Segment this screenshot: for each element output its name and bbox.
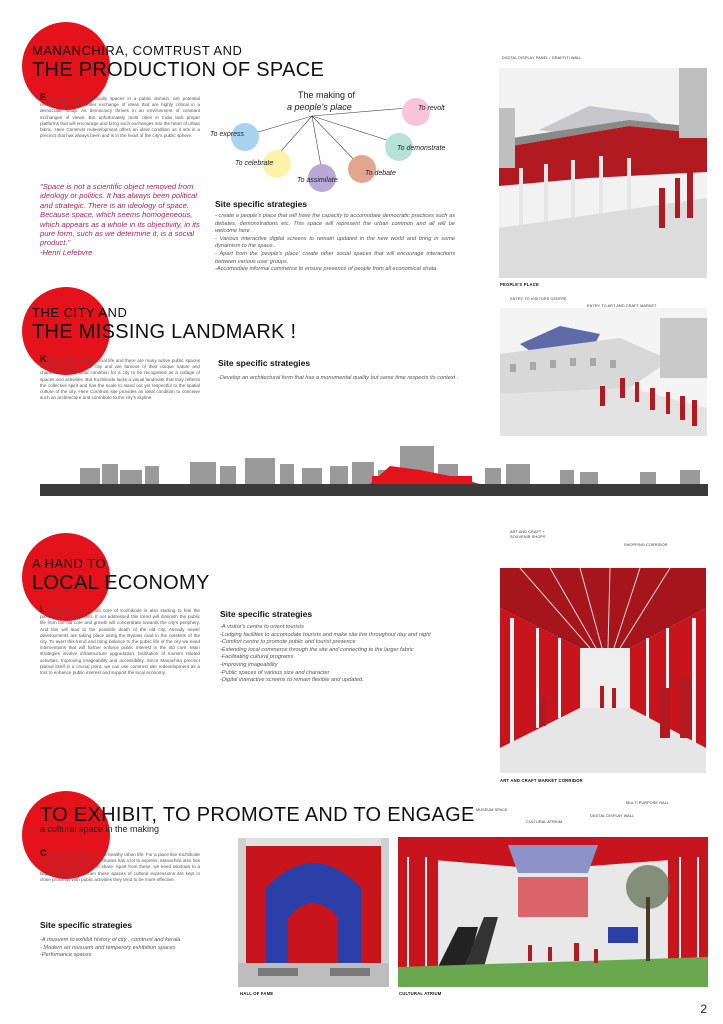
- section3-strategies: [220, 624, 482, 685]
- image1-label-1: DIGITAL DISPLAY PANEL / GRAFFITI WALL: [502, 56, 582, 60]
- image4-label-1: MUSEUM SPACE: [476, 808, 508, 812]
- image3-label-2: SHOPPING CORRIDOR: [624, 543, 668, 547]
- section4-strategies-title: Site specific strategies: [40, 920, 133, 930]
- image3-label-1: ART AND CRAFT + SOUVENIR SHOPS: [510, 530, 546, 539]
- section4-subtitle: a cultural space in the making: [40, 824, 160, 834]
- section2-strategies: [218, 375, 476, 383]
- strategy-item: -A visitor's centre to orient tourists: [220, 624, 304, 630]
- diagram-title-line2: a people's place: [287, 102, 352, 112]
- label-assimilate: To assimilate: [297, 177, 338, 184]
- image4-label-2: CULTURAL ATRIUM: [526, 820, 563, 824]
- section3-body: Local commerce in the old core of Kozhikode is also starting to feel the pressure of development. If not addressed this trend will diminish the public life from the old core and growth will concentrate towards the city's periphery. And this will lead to the possible death of the old city. Already newer developments are taking place along the Bypass road in the outskirts of the city. To avert this trend and bring balance to the public life of the city we need interventions that will further enforce public interest in the old core. Main strategies involve infrastructure upgradation, facilitation of tourism related activities, Improving imageability and accessibility. Since Manachira precinct placed itself in a crucial point, we can use comtrust site redevelopment as a tool to enhance public interest and support the local economy.: [40, 604, 200, 676]
- city-skyline: [40, 440, 708, 498]
- label-demonstrate: To demonstrate: [397, 145, 446, 152]
- label-express: To express: [210, 131, 244, 138]
- cultural-atrium-render: [398, 837, 708, 987]
- image4-caption-right: CULTURAL ATRIUM: [399, 991, 442, 996]
- section4-strategies: [40, 937, 200, 960]
- section1-body: Every open space, especially spaces in a public domain, are potential resources that offer better exchange of ideas that are highly critical in a democratic setup. As democracy thrives in an environment of constant exchanges of views. But unfortunately most cities in India lack proper platforms that will encourage and bring such exchanges into the heart of urban fabric. Here Comtrust redevelopment offers an ideal condition as it sits in a precinct that has always been and is in the heart of the city's public sphere.: [40, 92, 200, 139]
- image3-caption: ART AND CRAFT MARKET CORRIDOR: [500, 778, 583, 783]
- strategy-item: -Public spaces of various size and character: [220, 669, 330, 676]
- diagram-title-line1: The making of: [298, 90, 356, 100]
- section3-title-small: A HAND TO: [32, 556, 107, 571]
- peoples-place-diagram: [205, 86, 445, 196]
- strategy-item: -A musuem to exhibit history of city , comtrust and kerala: [40, 937, 181, 943]
- image4-caption-left: HALL OF FAME: [240, 991, 274, 996]
- section1-quote: "Space is not a scientific object removed from ideology or politics. It has always been political and strategic. There is an ideology of space. Because space, which seems homogeneous, which appears as a whole in its objectivity, in its pure form, such as we determine it, is a social product." -Henri Lefebvre: [40, 182, 200, 257]
- landmark-render: [500, 308, 707, 436]
- bubble-revolt: [402, 98, 430, 126]
- section1-strategies: [215, 213, 455, 274]
- section1-strategies-title: Site specific strategies: [215, 199, 308, 209]
- image1-caption: PEOPLE'S PLACE: [500, 282, 539, 287]
- strategy-item: -Perfomance spaces: [40, 952, 92, 959]
- strategy-item: -Facilitating cultural programs: [220, 654, 294, 661]
- label-celebrate: To celebrate: [235, 160, 274, 167]
- section2-body: Kozhikode has a vibrant social life and there are many active public spaces scattered throughout the city and are famous of their unique nature and character. It is an ideal condition for a city to be recognised as a collage of spaces and activities. But Kozhikode lacks a visual landmark that truly reflects the collective spirit and has the scale to stand out yet respectful to the spatial culture of the city. Here Comtrust site provides an ideal condition to conceive such an architecture and contribute to the city's skyline.: [40, 354, 200, 401]
- strategy-item: -Extending local commerce through the site and connecting to the larger fabric: [220, 646, 414, 653]
- section2-strategies-title: Site specific strategies: [218, 358, 311, 368]
- hall-of-fame-render: [238, 838, 389, 987]
- strategy-item: - create a people's place that will have the capacity to accomodate democratic practices such as debates, demonstrations etc. This space will represent the urban common and all will be welcome here .: [215, 213, 455, 235]
- quote-author: -Henri Lefebvre: [40, 247, 93, 257]
- section1-title-small: MANANCHIRA, COMTRUST AND: [32, 43, 243, 58]
- strategy-item: - Apart from the 'people's place' create other social spaces that will encourage interactions between various user groups.: [215, 250, 455, 265]
- section3-strategies-title: Site specific strategies: [220, 609, 313, 619]
- section3-title-big: LOCAL ECONOMY: [32, 572, 210, 594]
- strategy-item: -Develop an architectural form that has a monumental quality but same time respects its context .: [218, 375, 459, 381]
- strategy-item: -Improving imageability: [220, 661, 278, 668]
- image2-label-2: ENTRY TO ART AND CRAFT MARKET: [587, 304, 657, 308]
- label-revolt: To revolt: [418, 105, 445, 112]
- peoples-place-render: [499, 68, 707, 278]
- strategy-item: - Various interactive digital screens to remain updated in the new world and bring in some dynamism to the space..: [215, 235, 455, 250]
- bubble-debate: [348, 155, 376, 183]
- image4-label-3: DIGITAL DISPLAY WALL: [590, 814, 635, 818]
- page-number: 2: [700, 1002, 707, 1016]
- image2-label-1: ENTRY TO VISITORS CENTRE: [510, 297, 567, 301]
- strategy-item: -Lodging facilities to accomodate tourists and make site live throughout day and night: [220, 631, 431, 638]
- strategy-item: -Accomodate informal commerce to ensure presence of people from all economical strata.: [215, 266, 438, 273]
- section1-title-big: THE PRODUCTION OF SPACE: [32, 59, 325, 81]
- image4-label-4: MULTI PURPOSE HALL: [626, 801, 670, 805]
- market-corridor-render: [500, 568, 706, 773]
- strategy-item: - Modern art musuem and temperory exhibition spaces: [40, 944, 176, 951]
- section2-title-big: THE MISSING LANDMARK !: [32, 321, 297, 343]
- label-debate: To debate: [365, 170, 396, 177]
- section2-title-small: THE CITY AND: [32, 305, 128, 320]
- section4-title-big: TO EXHIBIT, TO PROMOTE AND TO ENGAGE: [40, 804, 475, 826]
- strategy-item: -Comfort centre to promote public and tourist presence: [220, 639, 356, 646]
- section4-body: Cultural spaces are crucial to a healthy urban life. For a place like Kozhikode that has a thriving culture of centuries has a lot to express. Manachira also has a lot of history and stories to share. Apart from these, we need windows to a larger world culture. When these spaces of cultural expressions are kept in close proximity with public activities they tend to be more effective.: [40, 848, 200, 882]
- strategy-item: -Digital interactive screens to remain flexible and updated.: [220, 677, 364, 684]
